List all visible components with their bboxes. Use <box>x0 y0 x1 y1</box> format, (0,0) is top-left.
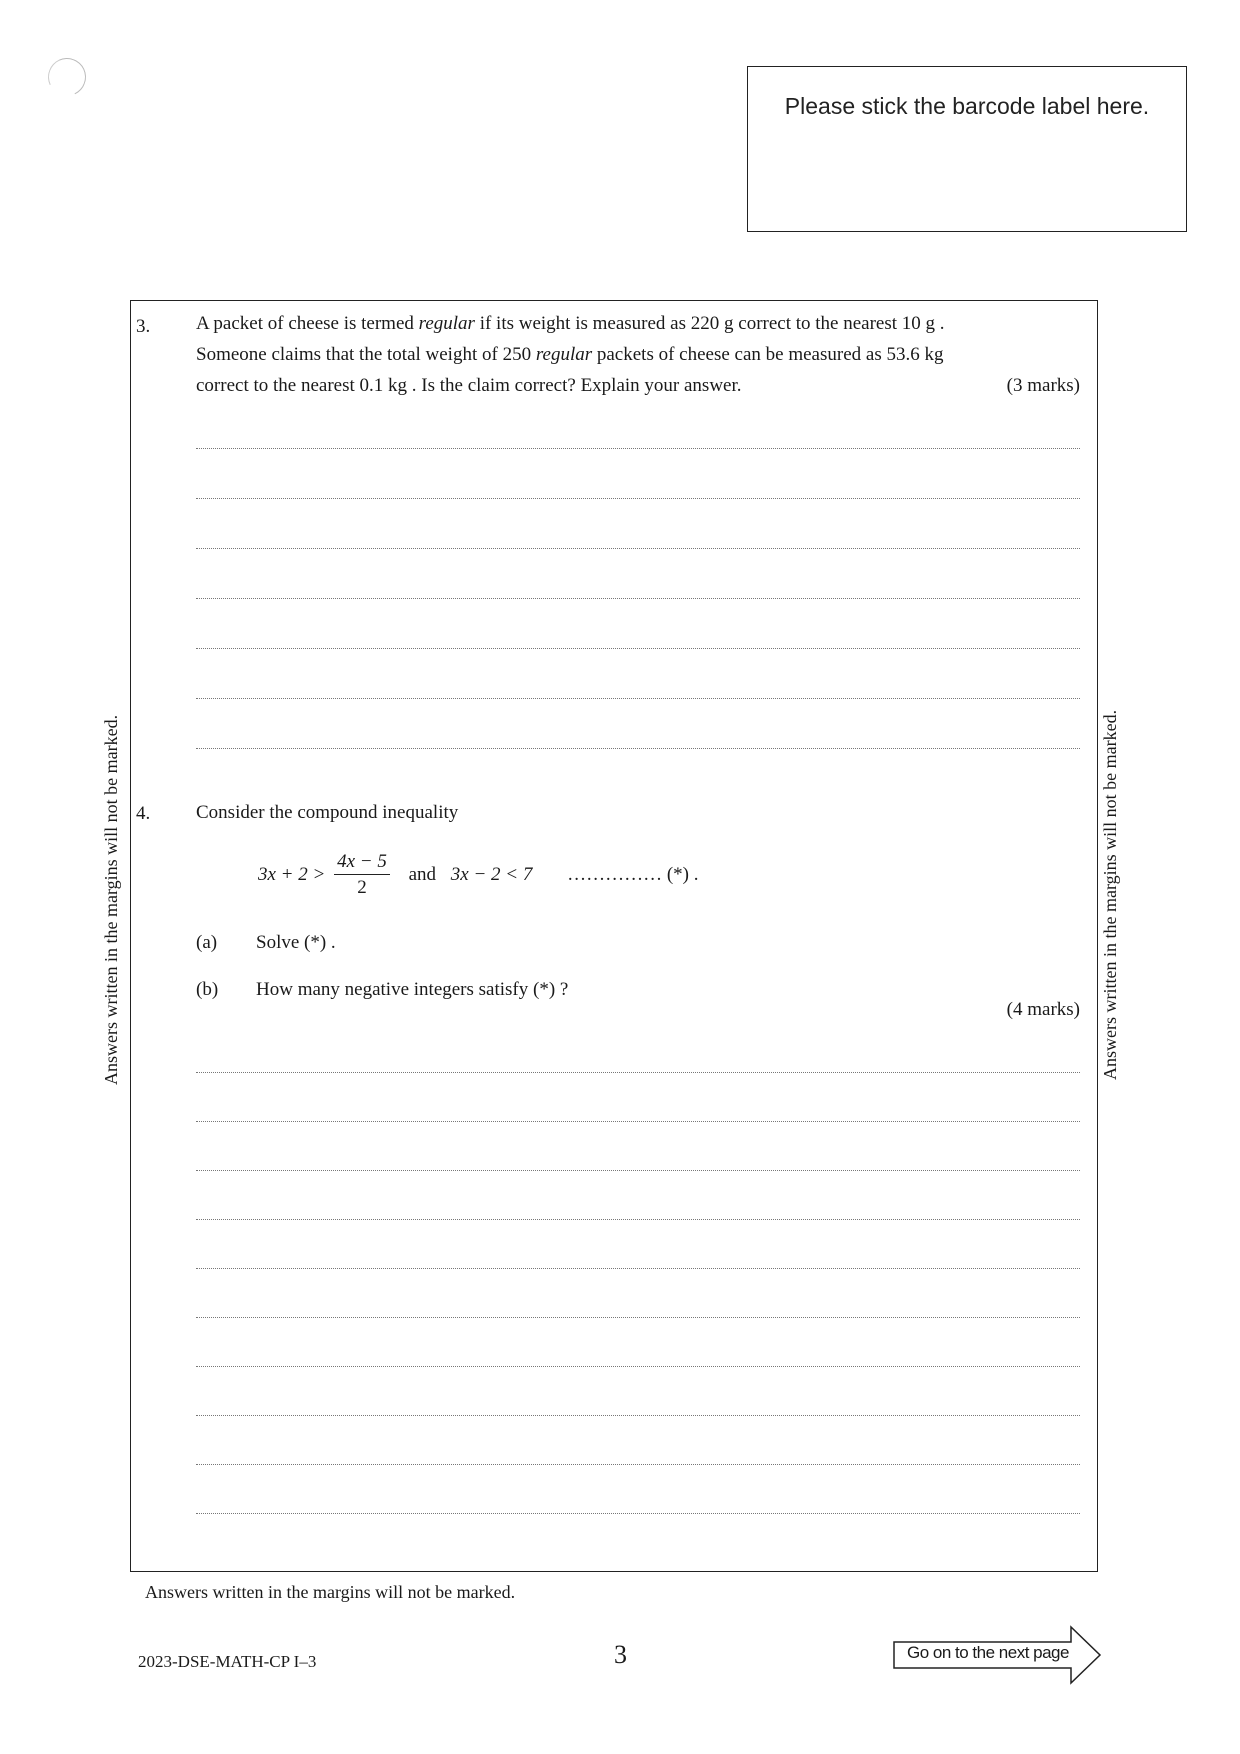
barcode-label-box <box>747 66 1187 232</box>
q3-answer-line[interactable] <box>196 548 1080 549</box>
q3-answer-line[interactable] <box>196 648 1080 649</box>
question-4-marks: (4 marks) <box>1006 999 1080 1020</box>
barcode-label-text: Please stick the barcode label here. <box>784 93 1150 119</box>
q4-answer-line[interactable] <box>196 1415 1080 1416</box>
q4-answer-line[interactable] <box>196 1072 1080 1073</box>
q3-answer-line[interactable] <box>196 498 1080 499</box>
part-a-label: (a) <box>196 932 218 953</box>
inequality-fraction: $\frac{4x - 5}{2}$ <box>334 850 390 901</box>
q4-answer-line[interactable] <box>196 1317 1080 1318</box>
q3-answer-line[interactable] <box>196 598 1080 599</box>
q3-answer-line[interactable] <box>196 748 1080 749</box>
question-4-intro: Consider the compound inequality <box>196 802 459 823</box>
q4-answer-line[interactable] <box>196 1268 1080 1269</box>
question-3-text <box>196 308 1080 401</box>
question-3-line-1: A packet of cheese is termed regular if its weight is measured as 220 g correct to the nearest 10 g . <box>196 313 945 334</box>
page-number: 3 <box>614 1640 627 1669</box>
left-margin-notice: Answers written in the margins will not be marked. <box>101 714 121 1085</box>
q4-answer-line[interactable] <box>196 1513 1080 1514</box>
compound-inequality: 3x + 2 > $\frac{4x - 5}{2}$ and 3x − 2 < 7 …………… (*) . <box>258 850 699 901</box>
q4-answer-line[interactable] <box>196 1170 1080 1171</box>
q4-answer-line[interactable] <box>196 1366 1080 1367</box>
q3-answer-line[interactable] <box>196 698 1080 699</box>
part-b-label: (b) <box>196 979 219 1000</box>
next-page-text: Go on to the next page <box>907 1643 1069 1662</box>
q4-answer-line[interactable] <box>196 1219 1080 1220</box>
question-3-line-3: correct to the nearest 0.1 kg . Is the claim correct? Explain your answer. (3 marks) <box>196 370 1080 401</box>
right-margin-notice: Answers written in the margins will not be marked. <box>1100 709 1120 1080</box>
punch-hole-mark <box>43 53 92 102</box>
q4-answer-line[interactable] <box>196 1121 1080 1122</box>
paper-code: 2023-DSE-MATH-CP I–3 <box>138 1652 317 1671</box>
part-b-text: How many negative integers satisfy (*) ? <box>256 979 569 1000</box>
bottom-margin-notice: Answers written in the margins will not be marked. <box>145 1582 516 1602</box>
question-4-number: 4. <box>136 803 151 824</box>
question-3-number: 3. <box>136 316 151 337</box>
next-page-arrow <box>893 1625 1103 1685</box>
q3-answer-line[interactable] <box>196 448 1080 449</box>
question-3-line-2: Someone claims that the total weight of 250 regular packets of cheese can be measured as 53.6 kg <box>196 344 944 365</box>
part-a-text: Solve (*) . <box>256 932 336 953</box>
q4-answer-line[interactable] <box>196 1464 1080 1465</box>
question-3-marks: (3 marks) <box>1006 375 1080 396</box>
